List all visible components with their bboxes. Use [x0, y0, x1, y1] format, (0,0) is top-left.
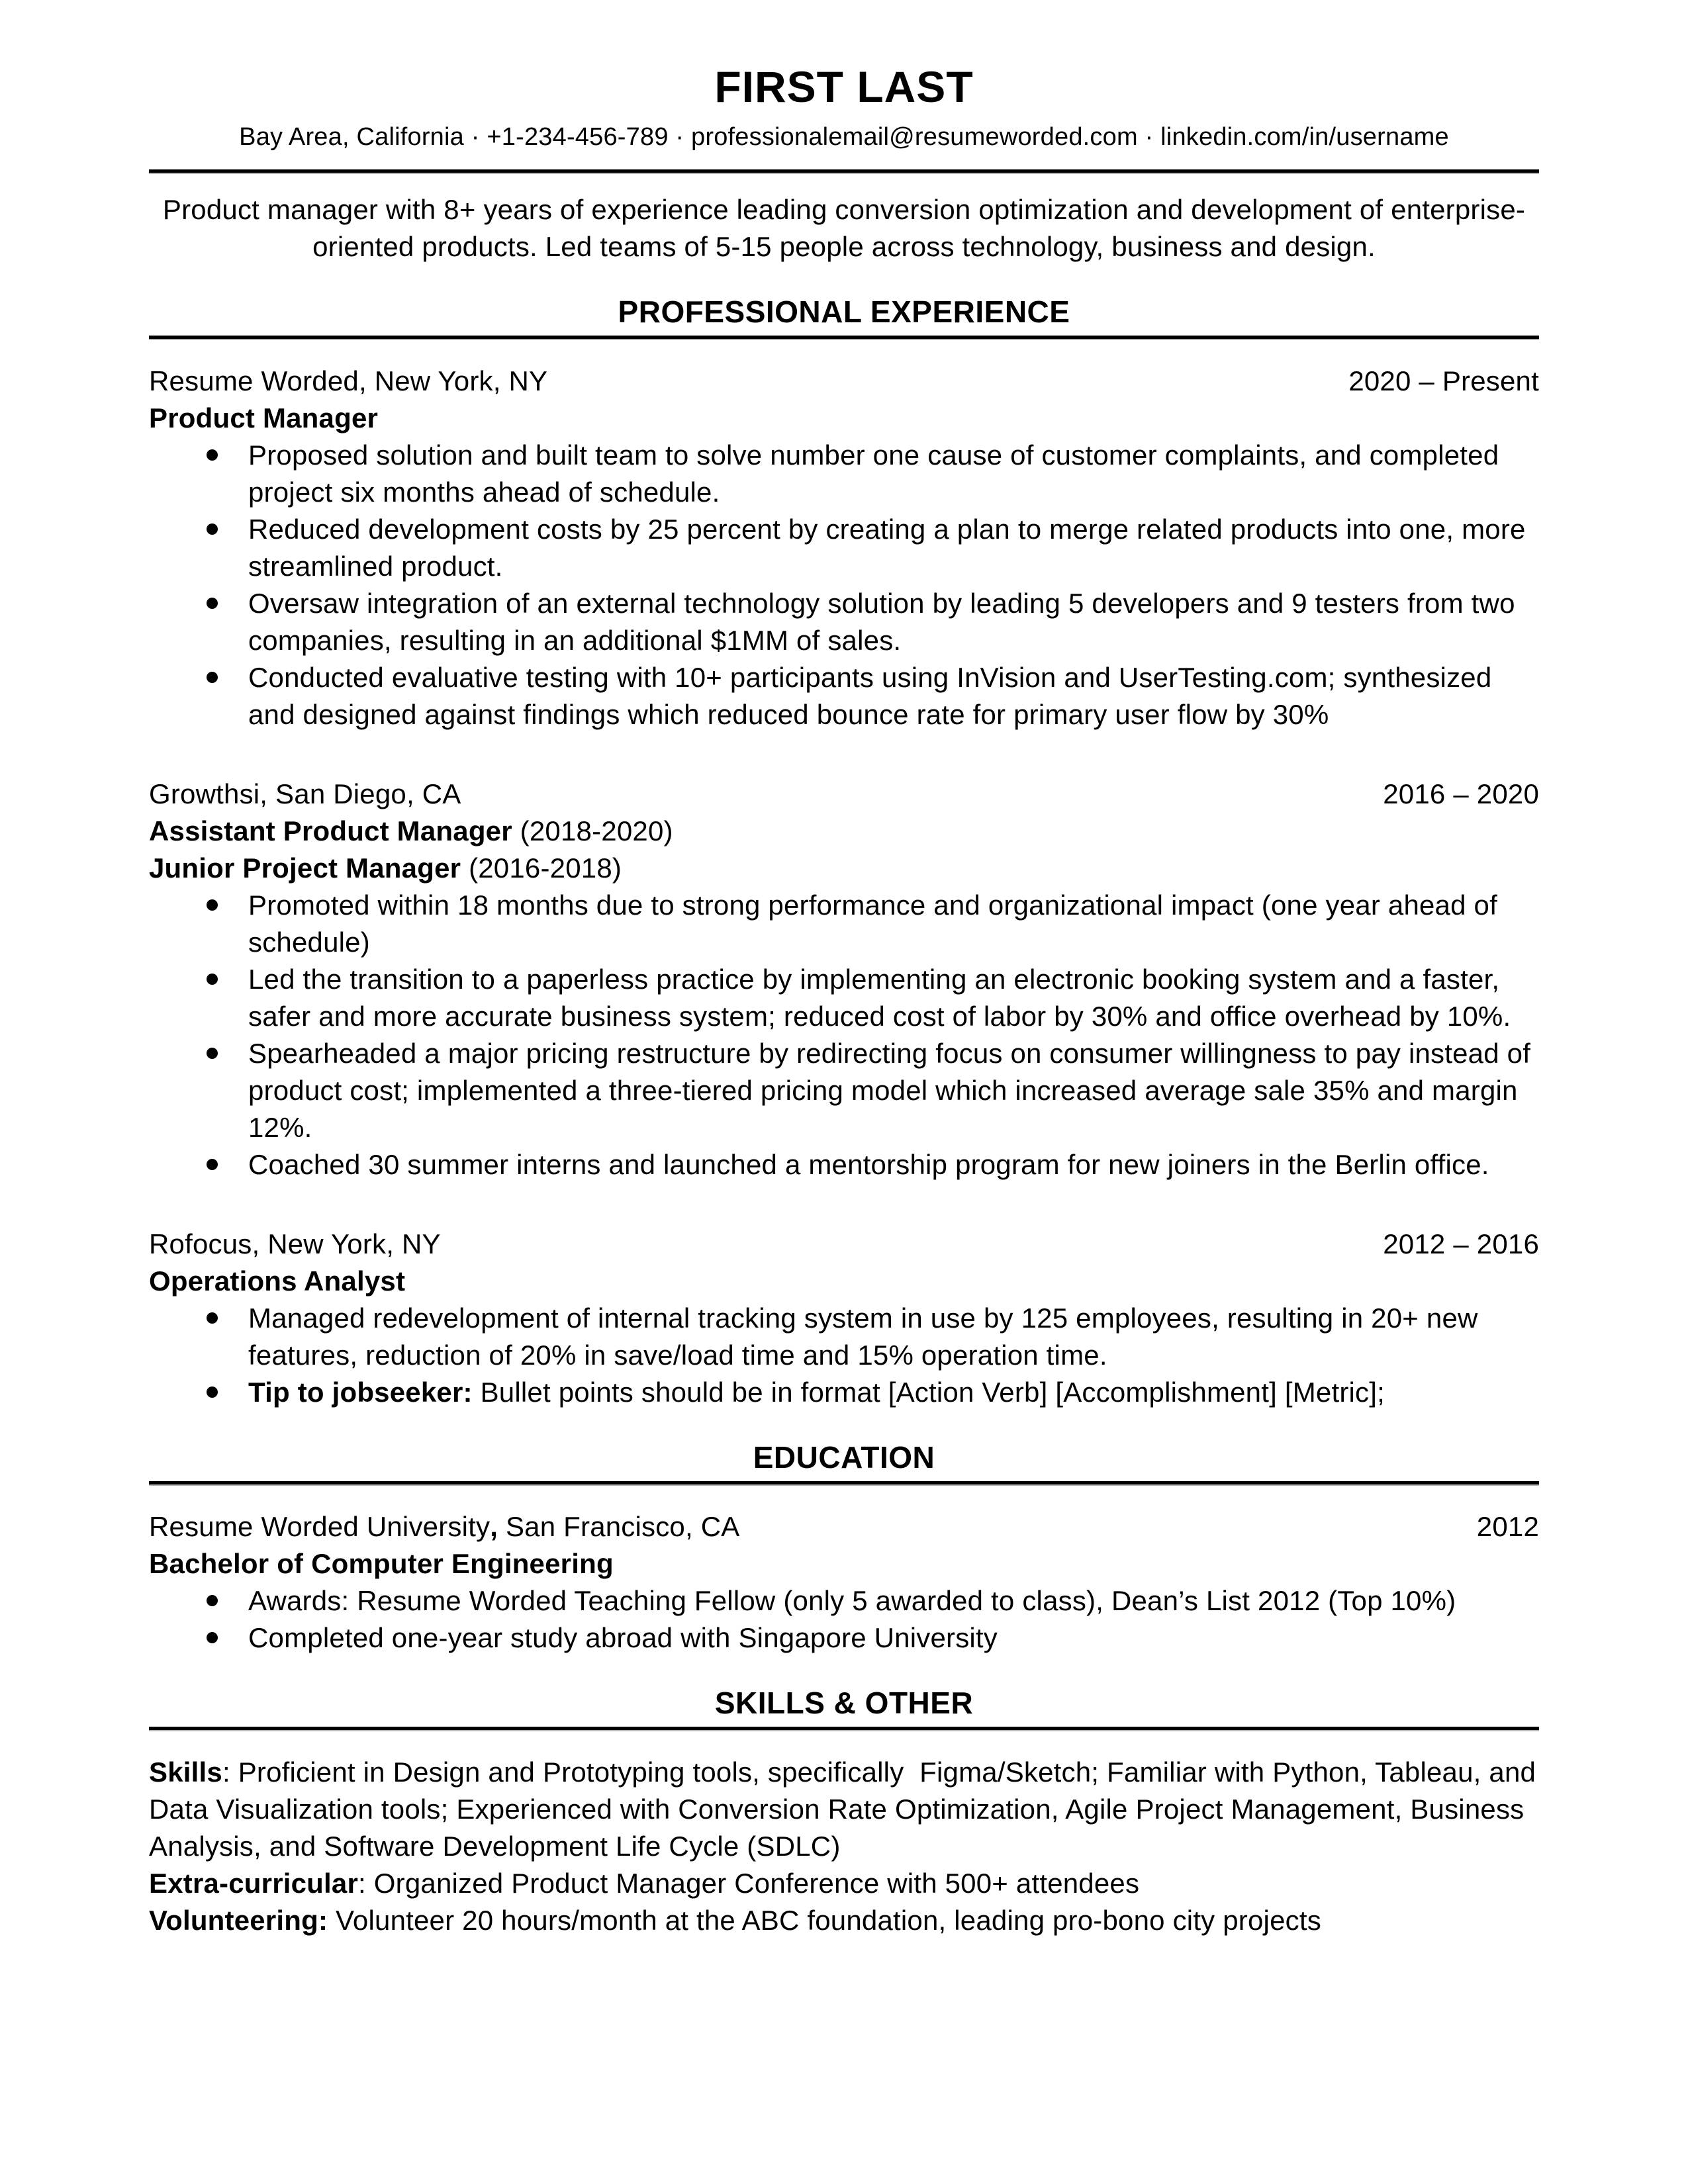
- job-header: [149, 363, 1539, 400]
- bullet-item: Reduced development costs by 25 percent by creating a plan to merge related products into one, more streamlined product.: [248, 511, 1539, 585]
- role-dates: (2016-2018): [469, 852, 622, 884]
- tip-text: Bullet points should be in format [Action Verb] [Accomplishment] [Metric];: [480, 1377, 1385, 1408]
- job-bullet-list: [149, 887, 1539, 1183]
- company-name: Rofocus, New York, NY: [149, 1228, 441, 1259]
- bullet-item: Proposed solution and built team to solve number one cause of customer complaints, and completed project six months ahead of schedule.: [248, 437, 1539, 511]
- education-block: [149, 1508, 1539, 1657]
- extra-curricular-label: Extra-curricular: [149, 1868, 359, 1899]
- bullet-item-tip: [248, 1374, 1539, 1411]
- role-line: [149, 813, 1539, 850]
- contact-line: Bay Area, California · +1-234-456-789 · professionalemail@resumeworded.com · linkedin.com/in/username: [239, 123, 1449, 151]
- role-line: [149, 400, 1539, 437]
- job-bullet-list: [149, 437, 1539, 733]
- bullet-item: Promoted within 18 months due to strong performance and organizational impact (one year ahead of schedule): [248, 887, 1539, 961]
- role-title: Product Manager: [149, 402, 379, 433]
- skills-divider: [149, 1727, 1539, 1731]
- job-block-growthsi: [149, 776, 1539, 1183]
- job-dates: 2016 – 2020: [1383, 778, 1539, 809]
- bullet-item: Oversaw integration of an external technology solution by leading 5 developers and 9 testers from two companies, resulting in an additional $1MM of sales.: [248, 585, 1539, 659]
- tip-label: Tip to jobseeker:: [248, 1377, 473, 1408]
- school-comma: ,: [490, 1511, 498, 1542]
- volunteering-label: Volunteering:: [149, 1905, 328, 1936]
- volunteering-separator: [328, 1905, 336, 1936]
- bullet-item: Awards: Resume Worded Teaching Fellow (only 5 awarded to class), Dean’s List 2012 (Top 10%): [248, 1582, 1539, 1619]
- job-dates: 2020 – Present: [1348, 365, 1539, 396]
- header-divider: [149, 169, 1539, 174]
- company-name: Growthsi, San Diego, CA: [149, 778, 461, 809]
- job-bullet-list: [149, 1300, 1539, 1411]
- role-line: [149, 850, 1539, 887]
- volunteering-line: [149, 1902, 1539, 1939]
- bullet-item: Spearheaded a major pricing restructure by redirecting focus on consumer willingness to pay instead of product cost; implemented a three-tiered pricing model which increased average sale 35% and margin 12%.: [248, 1035, 1539, 1146]
- extra-curricular-text: Organized Product Manager Conference with 500+ attendees: [373, 1868, 1140, 1899]
- job-block-resume-worded: [149, 363, 1539, 733]
- person-name: FIRST LAST: [714, 62, 974, 111]
- company-name: Resume Worded, New York, NY: [149, 365, 548, 396]
- education-bullet-list: [149, 1582, 1539, 1657]
- role-title: Assistant Product Manager: [149, 815, 512, 846]
- role-dates: (2018-2020): [520, 815, 673, 846]
- education-dates: 2012: [1476, 1511, 1539, 1542]
- school-location: San Francisco, CA: [498, 1511, 740, 1542]
- extra-curricular-line: [149, 1865, 1539, 1902]
- education-divider: [149, 1481, 1539, 1486]
- summary-paragraph: Product manager with 8+ years of experience leading conversion optimization and development of enterprise-oriented products. Led teams of 5-15 people across technology, business and design.: [162, 194, 1526, 262]
- skills-text: Proficient in Design and Prototyping tools, specifically Figma/Sketch; Familiar with Python, Tableau, and Data Visualization tools; Experienced with Conversion Rate Optimization, Agile Project Management, Business Analysis, and Software Development Life Cycle (SDLC): [149, 1756, 1544, 1862]
- section-heading-skills: SKILLS & OTHER: [714, 1686, 974, 1720]
- bullet-item: Completed one-year study abroad with Singapore University: [248, 1619, 1539, 1657]
- volunteering-text: Volunteer 20 hours/month at the ABC foundation, leading pro-bono city projects: [336, 1905, 1321, 1936]
- section-heading-education: EDUCATION: [753, 1440, 935, 1475]
- extra-curricular-separator: :: [358, 1868, 374, 1899]
- job-header: [149, 1226, 1539, 1263]
- section-heading-experience: PROFESSIONAL EXPERIENCE: [618, 295, 1070, 329]
- bullet-item: Conducted evaluative testing with 10+ participants using InVision and UserTesting.com; synthesized and designed against findings which reduced bounce rate for primary user flow by 30%: [248, 659, 1539, 733]
- job-header: [149, 776, 1539, 813]
- bullet-item: Coached 30 summer interns and launched a mentorship program for new joiners in the Berlin office.: [248, 1146, 1539, 1183]
- skills-line: [149, 1754, 1544, 1865]
- school-line: [149, 1508, 739, 1545]
- bullet-item: Managed redevelopment of internal tracking system in use by 125 employees, resulting in 20+ new features, reduction of 20% in save/load time and 15% operation time.: [248, 1300, 1539, 1374]
- job-block-rofocus: [149, 1226, 1539, 1411]
- skills-separator: :: [222, 1756, 238, 1788]
- school-name: Resume Worded University: [149, 1511, 491, 1542]
- bullet-item: Led the transition to a paperless practice by implementing an electronic booking system and a faster, safer and more accurate business system; reduced cost of labor by 30% and office overhead by 10%.: [248, 961, 1539, 1035]
- skills-block: [149, 1754, 1544, 1939]
- role-title: Operations Analyst: [149, 1265, 406, 1297]
- role-line: [149, 1263, 1539, 1300]
- skills-label: Skills: [149, 1756, 222, 1788]
- job-dates: 2012 – 2016: [1383, 1228, 1539, 1259]
- role-title: Junior Project Manager: [149, 852, 461, 884]
- degree-title: Bachelor of Computer Engineering: [149, 1548, 614, 1579]
- education-header: [149, 1508, 1539, 1545]
- experience-divider: [149, 336, 1539, 340]
